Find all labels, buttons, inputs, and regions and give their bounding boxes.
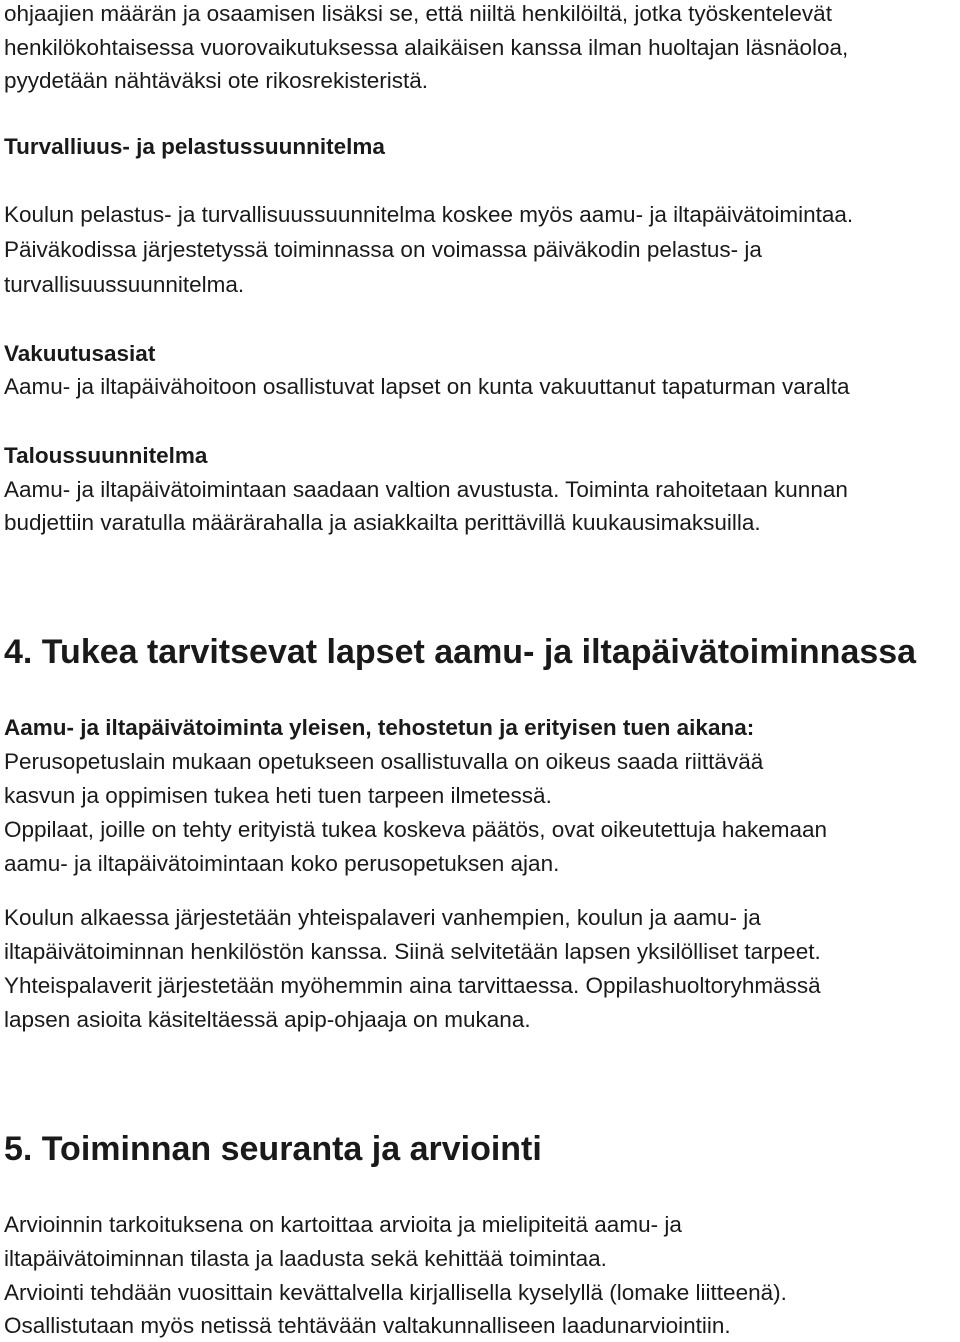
insurance-heading: Vakuutusasiat	[4, 341, 156, 366]
safety-line-3: turvallisuussuunnitelma.	[4, 272, 245, 297]
section5-line-3: Arviointi tehdään vuosittain kevättalvella kirjallisella kyselyllä (lomake liitteenä).	[4, 1280, 787, 1305]
budget-line-1: Aamu- ja iltapäivätoimintaan saadaan valtion avustusta. Toiminta rahoitetaan kunnan	[4, 477, 848, 502]
intro-line-2: henkilökohtaisessa vuorovaikutuksessa alaikäisen kanssa ilman huoltajan läsnäoloa,	[4, 35, 849, 60]
section4-para1-line-3: Oppilaat, joille on tehty erityistä tukea koskeva päätös, ovat oikeutettuja hakemaan	[4, 817, 827, 842]
section5-line-1: Arvioinnin tarkoituksena on kartoittaa arvioita ja mielipiteitä aamu- ja	[4, 1212, 682, 1237]
intro-line-1: ohjaajien määrän ja osaamisen lisäksi se, että niiltä henkilöiltä, jotka työskentelevät	[4, 1, 832, 26]
section4-para2-line-2: iltapäivätoiminnan henkilöstön kanssa. Siinä selvitetään lapsen yksilölliset tarpeet.	[4, 939, 821, 964]
section4-para2-line-4: lapsen asioita käsiteltäessä apip-ohjaaja on mukana.	[4, 1007, 531, 1032]
section4-subheading: Aamu- ja iltapäivätoiminta yleisen, tehostetun ja erityisen tuen aikana:	[4, 715, 755, 740]
section5-title: 5. Toiminnan seuranta ja arviointi	[4, 1130, 542, 1168]
section4-para1-line-4: aamu- ja iltapäivätoimintaan koko perusopetuksen ajan.	[4, 851, 560, 876]
budget-line-2: budjettiin varatulla määrärahalla ja asiakkailta perittävillä kuukausimaksuilla.	[4, 510, 761, 535]
section4-para2-line-3: Yhteispalaverit järjestetään myöhemmin aina tarvittaessa. Oppilashuoltoryhmässä	[4, 973, 821, 998]
section4-para1-line-1: Perusopetuslain mukaan opetukseen osallistuvalla on oikeus saada riittävää	[4, 749, 764, 774]
section4-para1-line-2: kasvun ja oppimisen tukea heti tuen tarpeen ilmetessä.	[4, 783, 552, 808]
section5-line-4: Osallistutaan myös netissä tehtävään valtakunnalliseen laadunarviointiin.	[4, 1313, 731, 1338]
insurance-line-1: Aamu- ja iltapäivähoitoon osallistuvat lapset on kunta vakuuttanut tapaturman varalta	[4, 374, 850, 399]
budget-heading: Taloussuunnitelma	[4, 443, 208, 468]
section5-line-2: iltapäivätoiminnan tilasta ja laadusta sekä kehittää toimintaa.	[4, 1246, 607, 1271]
safety-heading: Turvalliuus- ja pelastussuunnitelma	[4, 134, 385, 159]
safety-line-1: Koulun pelastus- ja turvallisuussuunnitelma koskee myös aamu- ja iltapäivätoimintaa.	[4, 202, 854, 227]
safety-line-2: Päiväkodissa järjestetyssä toiminnassa on voimassa päiväkodin pelastus- ja	[4, 237, 762, 262]
section4-title: 4. Tukea tarvitsevat lapset aamu- ja iltapäivätoiminnassa	[4, 633, 917, 671]
intro-line-3: pyydetään nähtäväksi ote rikosrekisteristä.	[4, 68, 428, 93]
section4-para2-line-1: Koulun alkaessa järjestetään yhteispalaveri vanhempien, koulun ja aamu- ja	[4, 905, 761, 930]
